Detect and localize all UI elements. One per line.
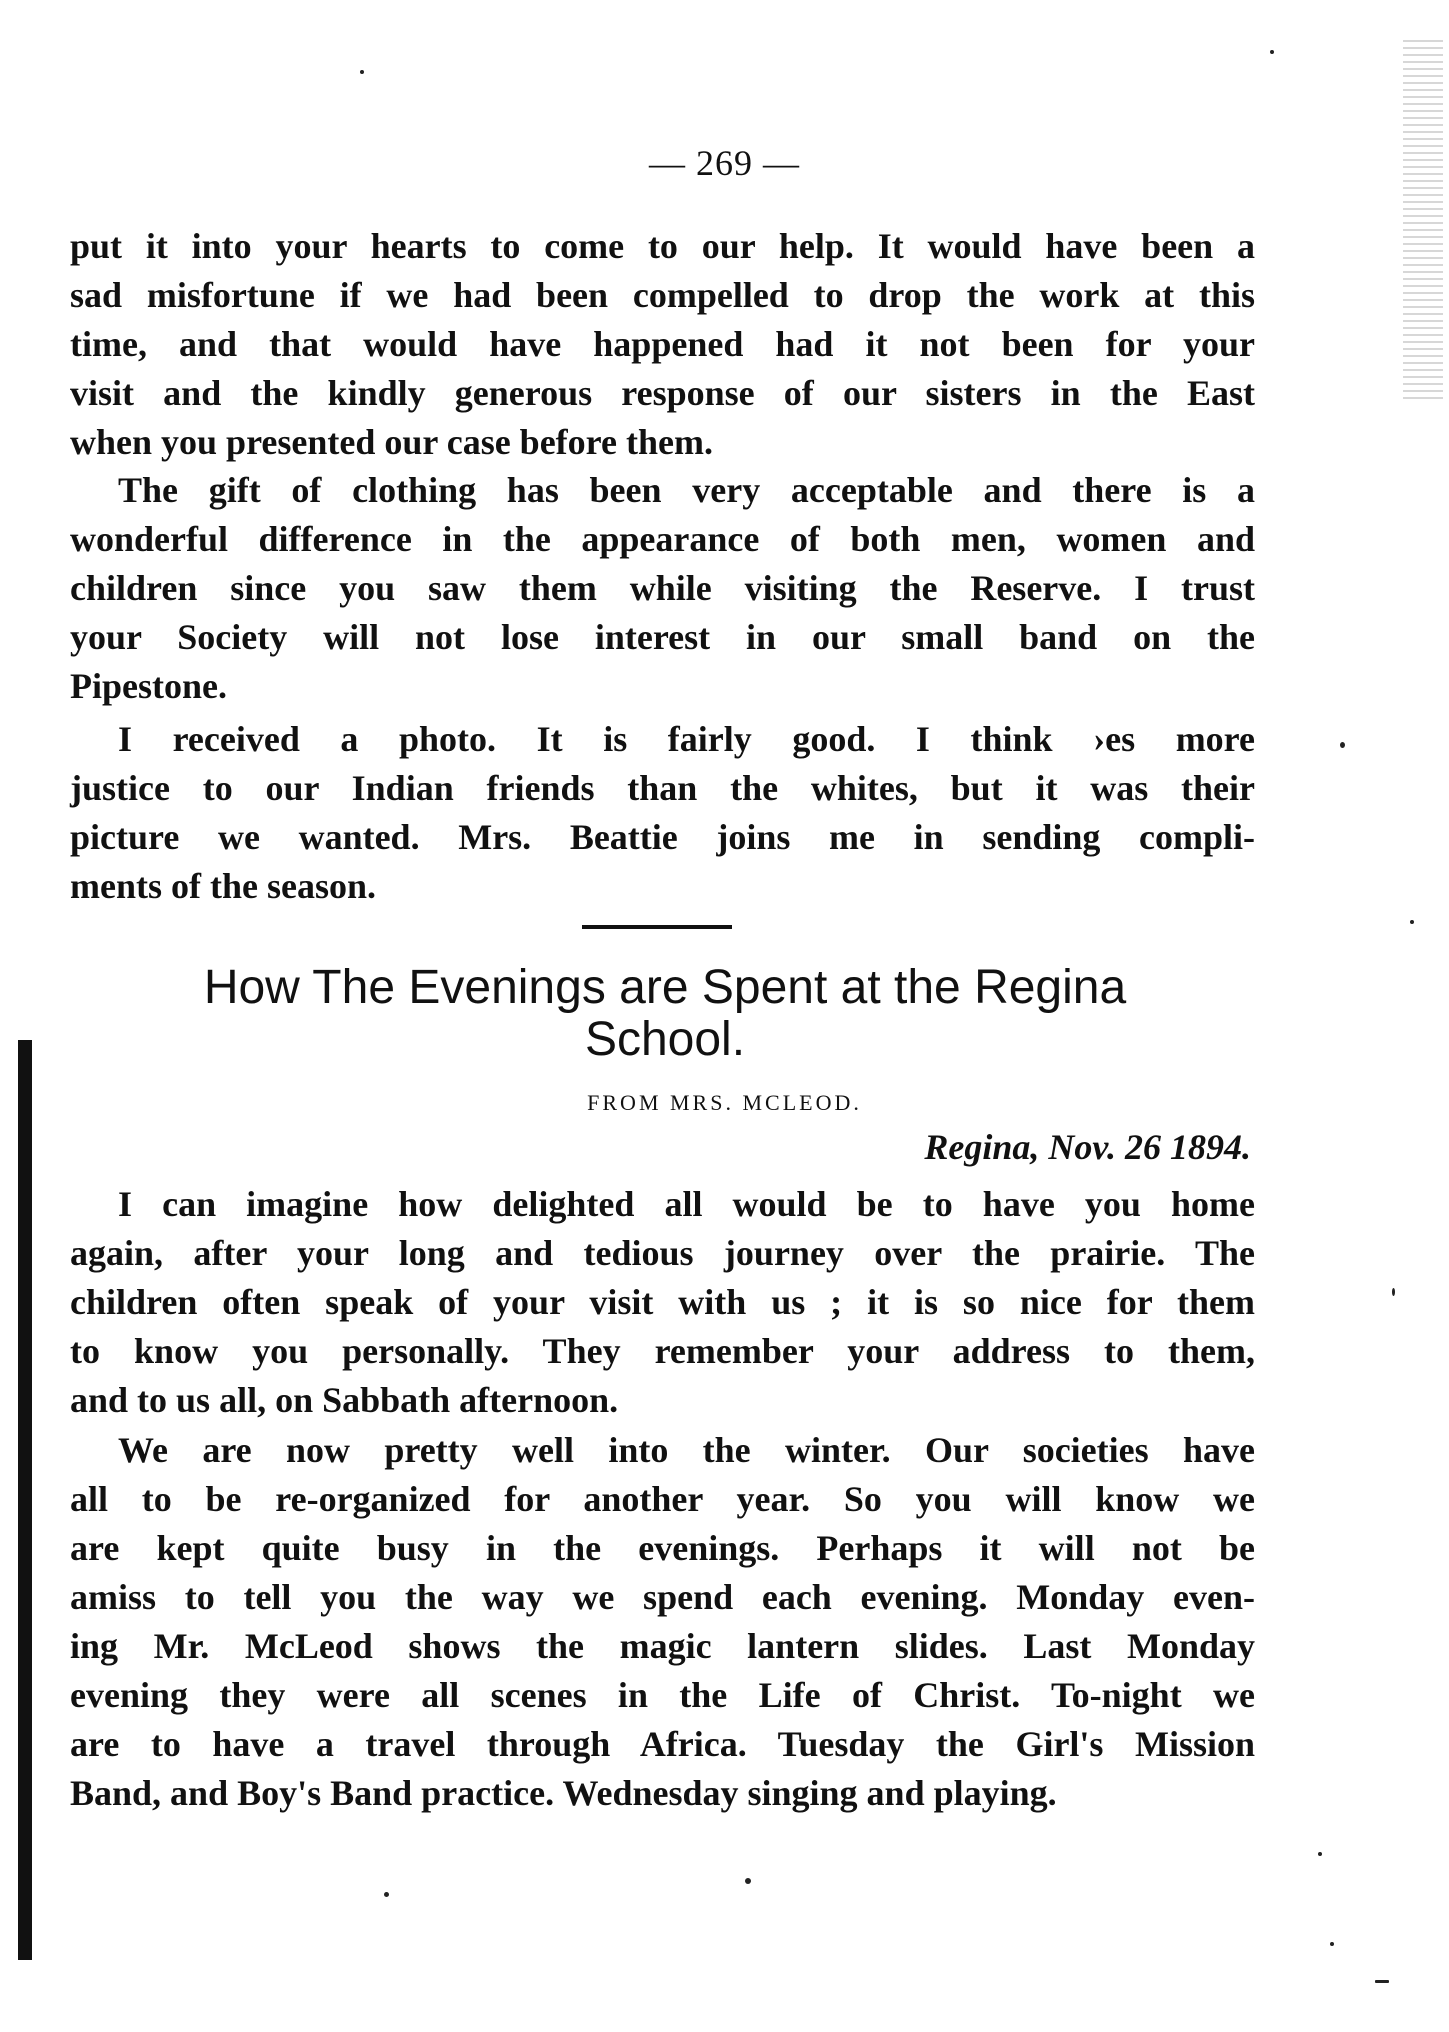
text-line: when you presented our case before them. xyxy=(70,422,713,462)
text-line: ing Mr. McLeod shows the magic lantern slides. Last Monday xyxy=(70,1626,1255,1666)
section-divider xyxy=(582,925,732,929)
scan-speck xyxy=(1318,1852,1322,1856)
text-line: amiss to tell you the way we spend each evening. Monday even- xyxy=(70,1577,1255,1617)
text-line: children often speak of your visit with us ; it is so nice for them xyxy=(70,1282,1255,1322)
text-line: and to us all, on Sabbath afternoon. xyxy=(70,1380,619,1420)
text-line: picture we wanted. Mrs. Beattie joins me in sending compli- xyxy=(70,817,1255,857)
paragraph-imagine xyxy=(70,1180,1255,1425)
text-line: to know you personally. They remember your address to them, xyxy=(70,1331,1255,1371)
text-line: all to be re-organized for another year. So you will know we xyxy=(70,1479,1255,1519)
text-line: ments of the season. xyxy=(70,866,376,906)
text-line: children since you saw them while visiting the Reserve. I trust xyxy=(70,568,1255,608)
scan-speck xyxy=(1410,920,1414,924)
scan-speck xyxy=(1270,50,1274,54)
margin-scan-bar xyxy=(18,1040,32,1960)
text-line: visit and the kindly generous response of our sisters in the East xyxy=(70,373,1255,413)
text-line: The gift of clothing has been very acceptable and there is a xyxy=(118,470,1255,510)
paragraph-winter xyxy=(70,1426,1255,1818)
text-line: time, and that would have happened had it not been for your xyxy=(70,324,1255,364)
text-line: wonderful difference in the appearance of both men, women and xyxy=(70,519,1255,559)
paragraph-photo xyxy=(70,715,1255,911)
paragraph-gift-of-clothing xyxy=(70,466,1255,711)
paragraph-continuation xyxy=(70,222,1255,467)
text-line: We are now pretty well into the winter. Our societies have xyxy=(118,1430,1255,1470)
text-line: again, after your long and tedious journey over the prairie. The xyxy=(70,1233,1255,1273)
dateline: Regina, Nov. 26 1894. xyxy=(924,1127,1251,1167)
text-line: are to have a travel through Africa. Tuesday the Girl's Mission xyxy=(70,1724,1255,1764)
text-line: Band, and Boy's Band practice. Wednesday singing and playing. xyxy=(70,1773,1057,1813)
scan-speck xyxy=(1392,1288,1395,1296)
text-line: evening they were all scenes in the Life of Christ. To-night we xyxy=(70,1675,1255,1715)
article-heading xyxy=(70,962,1260,1066)
scan-speck xyxy=(1340,742,1345,748)
text-line: sad misfortune if we had been compelled to drop the work at this xyxy=(70,275,1255,315)
text-line: are kept quite busy in the evenings. Perhaps it will not be xyxy=(70,1528,1255,1568)
text-line: I received a photo. It is fairly good. I think ›es more xyxy=(118,719,1255,759)
scan-speck xyxy=(384,1892,389,1897)
scan-speck xyxy=(1375,1980,1389,1983)
scan-speck xyxy=(745,1878,751,1884)
page-edge-noise xyxy=(1403,40,1443,400)
text-line: put it into your hearts to come to our help. It would have been a xyxy=(70,226,1255,266)
byline: FROM MRS. MCLEOD. xyxy=(587,1090,862,1115)
heading-line: School. xyxy=(584,1013,746,1066)
heading-line: How The Evenings are Spent at the Regina xyxy=(203,961,1127,1014)
page-number: — 269 — xyxy=(649,143,800,183)
text-line: Pipestone. xyxy=(70,666,227,706)
text-line: justice to our Indian friends than the whites, but it was their xyxy=(70,768,1255,808)
text-line: I can imagine how delighted all would be to have you home xyxy=(118,1184,1255,1224)
scan-speck xyxy=(360,70,364,74)
scan-speck xyxy=(1330,1942,1334,1946)
text-line: your Society will not lose interest in our small band on the xyxy=(70,617,1255,657)
